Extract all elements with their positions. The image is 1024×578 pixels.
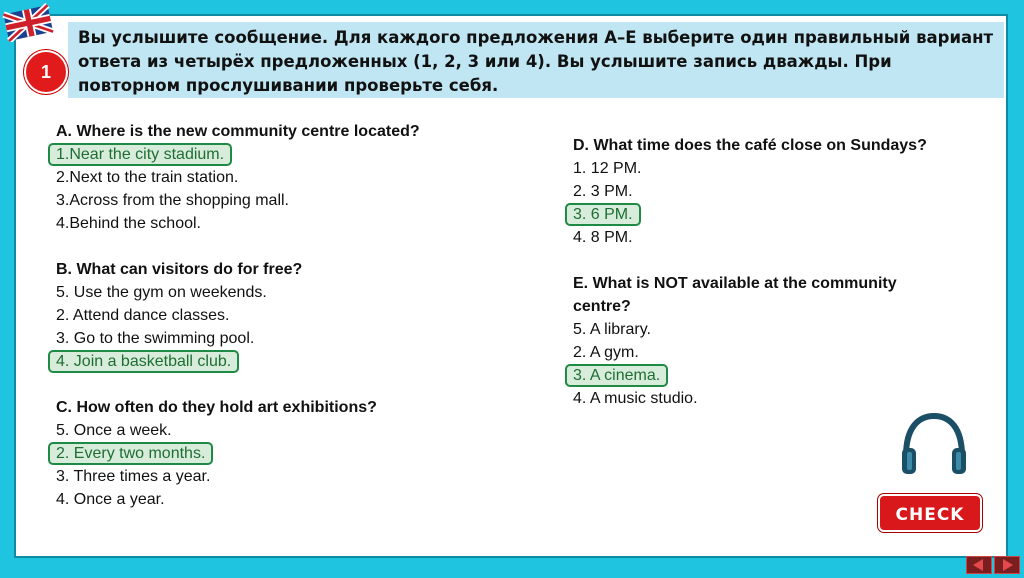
question-d-title: D. What time does the café close on Sundays? (573, 137, 927, 154)
question-a-option-1[interactable]: 1.Near the city stadium. (56, 143, 476, 166)
question-a-title: A. Where is the new community centre located? (56, 123, 420, 140)
question-e-option-3[interactable]: 3. A cinema. (573, 364, 933, 387)
question-e-option-1[interactable]: 5. A library. (573, 321, 651, 338)
question-c-title: C. How often do they hold art exhibitions? (56, 399, 377, 416)
questions-right-column (573, 134, 933, 410)
arrow-left-icon (967, 557, 991, 573)
question-b-option-4[interactable]: 4. Join a basketball club. (56, 350, 476, 373)
question-e-option-4[interactable]: 4. A music studio. (573, 390, 698, 407)
uk-flag-icon (2, 2, 56, 42)
question-c-option-4[interactable]: 4. Once a year. (56, 491, 165, 508)
step-number-badge: 1 (24, 50, 68, 94)
question-d-option-2[interactable]: 2. 3 PM. (573, 183, 633, 200)
task-instruction: Вы услышите сообщение. Для каждого предложения А–Е выберите один правильный вариант ответа из четырёх предложенных (1, 2, 3 или 4). Вы услышите запись дважды. При повторном прослушивании проверьте себя. (68, 22, 1004, 98)
headphones-icon[interactable] (896, 412, 972, 478)
question-d-option-3[interactable]: 3. 6 PM. (573, 203, 933, 226)
question-b-title: B. What can visitors do for free? (56, 261, 303, 278)
question-e-option-2[interactable]: 2. A gym. (573, 344, 639, 361)
question-a-option-2[interactable]: 2.Next to the train station. (56, 169, 239, 186)
arrow-right-icon (995, 557, 1019, 573)
question-c-option-2[interactable]: 2. Every two months. (56, 442, 476, 465)
question-d-option-1[interactable]: 1. 12 PM. (573, 160, 642, 177)
question-c-option-1[interactable]: 5. Once a week. (56, 422, 172, 439)
question-b-option-2[interactable]: 2. Attend dance classes. (56, 307, 230, 324)
questions-left-column (56, 120, 476, 511)
next-slide-button[interactable] (994, 556, 1020, 574)
question-d-option-4[interactable]: 4. 8 PM. (573, 229, 633, 246)
question-b-option-3[interactable]: 3. Go to the swimming pool. (56, 330, 255, 347)
check-button[interactable]: CHECK (878, 494, 982, 532)
question-a-option-3[interactable]: 3.Across from the shopping mall. (56, 192, 289, 209)
question-e-title: E. What is NOT available at the community centre? (573, 275, 897, 315)
question-a-option-4[interactable]: 4.Behind the school. (56, 215, 201, 232)
previous-slide-button[interactable] (966, 556, 992, 574)
question-c-option-3[interactable]: 3. Three times a year. (56, 468, 211, 485)
question-b-option-1[interactable]: 5. Use the gym on weekends. (56, 284, 267, 301)
